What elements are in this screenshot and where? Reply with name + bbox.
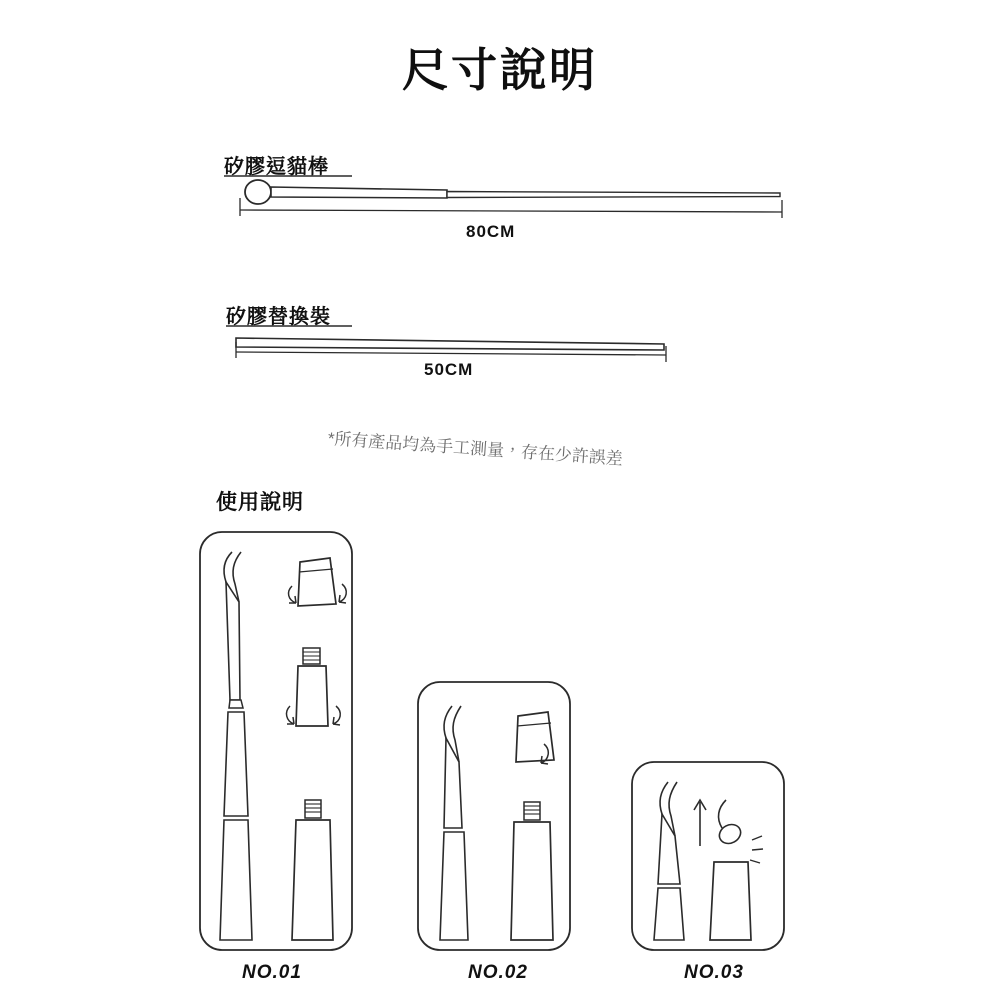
step-caption-2: NO.02 xyxy=(468,962,528,983)
dimension-value-wand: 80CM xyxy=(466,222,516,241)
product-refill-drawing xyxy=(226,326,666,362)
measurement-note: *所有產品均為手工測量，存在少許誤差 xyxy=(327,429,624,469)
page-title: 尺寸說明 xyxy=(402,44,598,96)
usage-section-label: 使用說明 xyxy=(216,491,304,514)
usage-step-panel-2 xyxy=(418,682,570,950)
dimension-value-refill: 50CM xyxy=(424,360,474,379)
usage-step-panel-1 xyxy=(200,532,352,950)
dimension-label-refill: 矽膠替換裝 xyxy=(226,306,331,328)
usage-step-panel-3 xyxy=(632,762,784,950)
product-wand-drawing xyxy=(224,176,782,218)
step-caption-3: NO.03 xyxy=(684,962,744,983)
dimension-label-wand: 矽膠逗貓棒 xyxy=(224,156,329,178)
step-caption-1: NO.01 xyxy=(242,962,302,983)
